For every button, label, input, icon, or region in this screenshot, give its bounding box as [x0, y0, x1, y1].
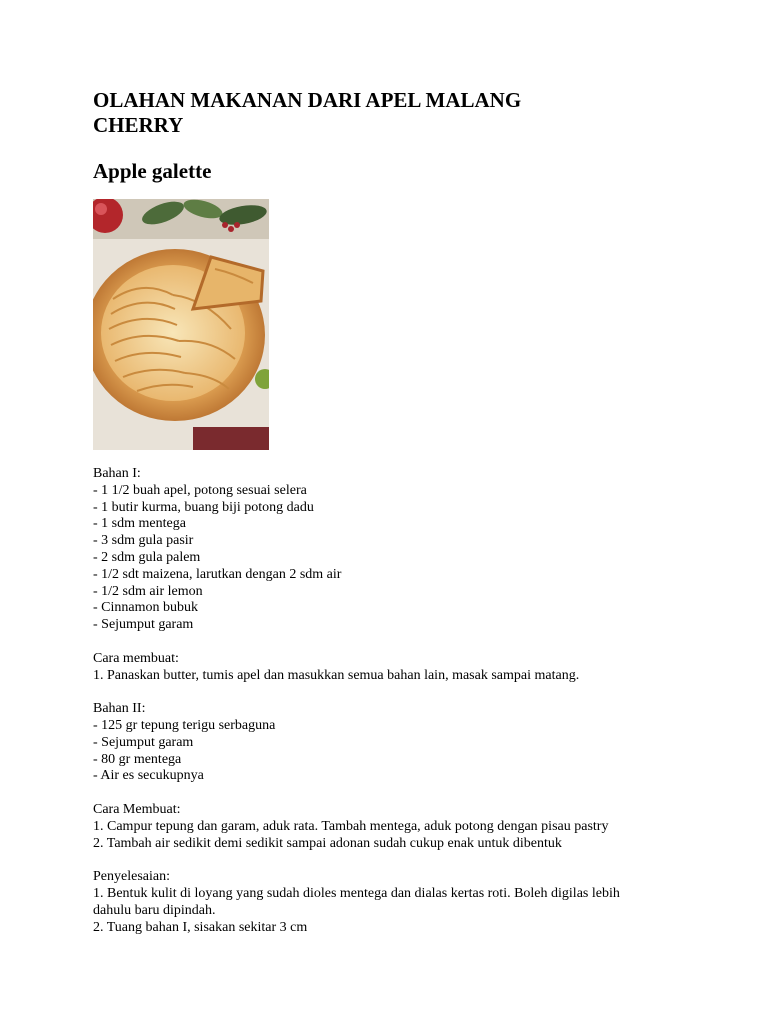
list-item: 1. Panaskan butter, tumis apel dan masukkan semua bahan lain, masak sampai matang.	[93, 667, 580, 683]
document-title: OLAHAN MAKANAN DARI APEL MALANG CHERRY	[93, 88, 522, 137]
section-penyelesaian	[93, 869, 693, 936]
list-item: - 1/2 sdt maizena, larutkan dengan 2 sdm air	[93, 566, 342, 582]
list-item: 2. Tuang bahan I, sisakan sekitar 3 cm	[93, 919, 308, 935]
list-item: - 2 sdm gula palem	[93, 549, 201, 565]
list-item: - Air es secukupnya	[93, 768, 204, 784]
section-heading: Penyelesaian:	[93, 869, 170, 885]
list-item: 1. Campur tepung dan garam, aduk rata. Tambah mentega, aduk potong dengan pisau pastry	[93, 818, 609, 834]
section-heading: Bahan I:	[93, 466, 141, 481]
list-item: - 1 butir kurma, buang biji potong dadu	[93, 499, 314, 515]
section-heading: Cara membuat:	[93, 650, 179, 666]
list-item: - Sejumput garam	[93, 617, 194, 633]
list-item: - 125 gr tepung terigu serbaguna	[93, 717, 276, 733]
list-item: - 1/2 sdm air lemon	[93, 583, 203, 599]
list-item: - 80 gr mentega	[93, 751, 182, 767]
list-item: - Sejumput garam	[93, 734, 194, 750]
section-heading: Cara Membuat:	[93, 801, 181, 817]
list-item: 2. Tambah air sedikit demi sedikit sampai adonan sudah cukup enak untuk dibentuk	[93, 835, 562, 851]
list-item: - Cinnamon bubuk	[93, 600, 198, 616]
section-bahan-2	[93, 701, 693, 785]
section-cara-membuat-2	[93, 802, 693, 852]
list-item: - 3 sdm gula pasir	[93, 533, 194, 549]
section-heading: Bahan II:	[93, 701, 146, 717]
list-item: 1. Bentuk kulit di loyang yang sudah dioles mentega dan dialas kertas roti. Boleh digilas lebih dahulu baru dipindah.	[93, 885, 620, 918]
section-bahan-1	[93, 466, 693, 634]
list-item: - 1 sdm mentega	[93, 516, 186, 532]
list-item: - 1 1/2 buah apel, potong sesuai selera	[93, 482, 307, 498]
document-page	[93, 88, 693, 953]
apple-galette-photo	[93, 199, 269, 450]
section-cara-membuat-1	[93, 651, 693, 685]
recipe-title: Apple galette	[93, 159, 212, 183]
recipe-body	[93, 466, 693, 936]
